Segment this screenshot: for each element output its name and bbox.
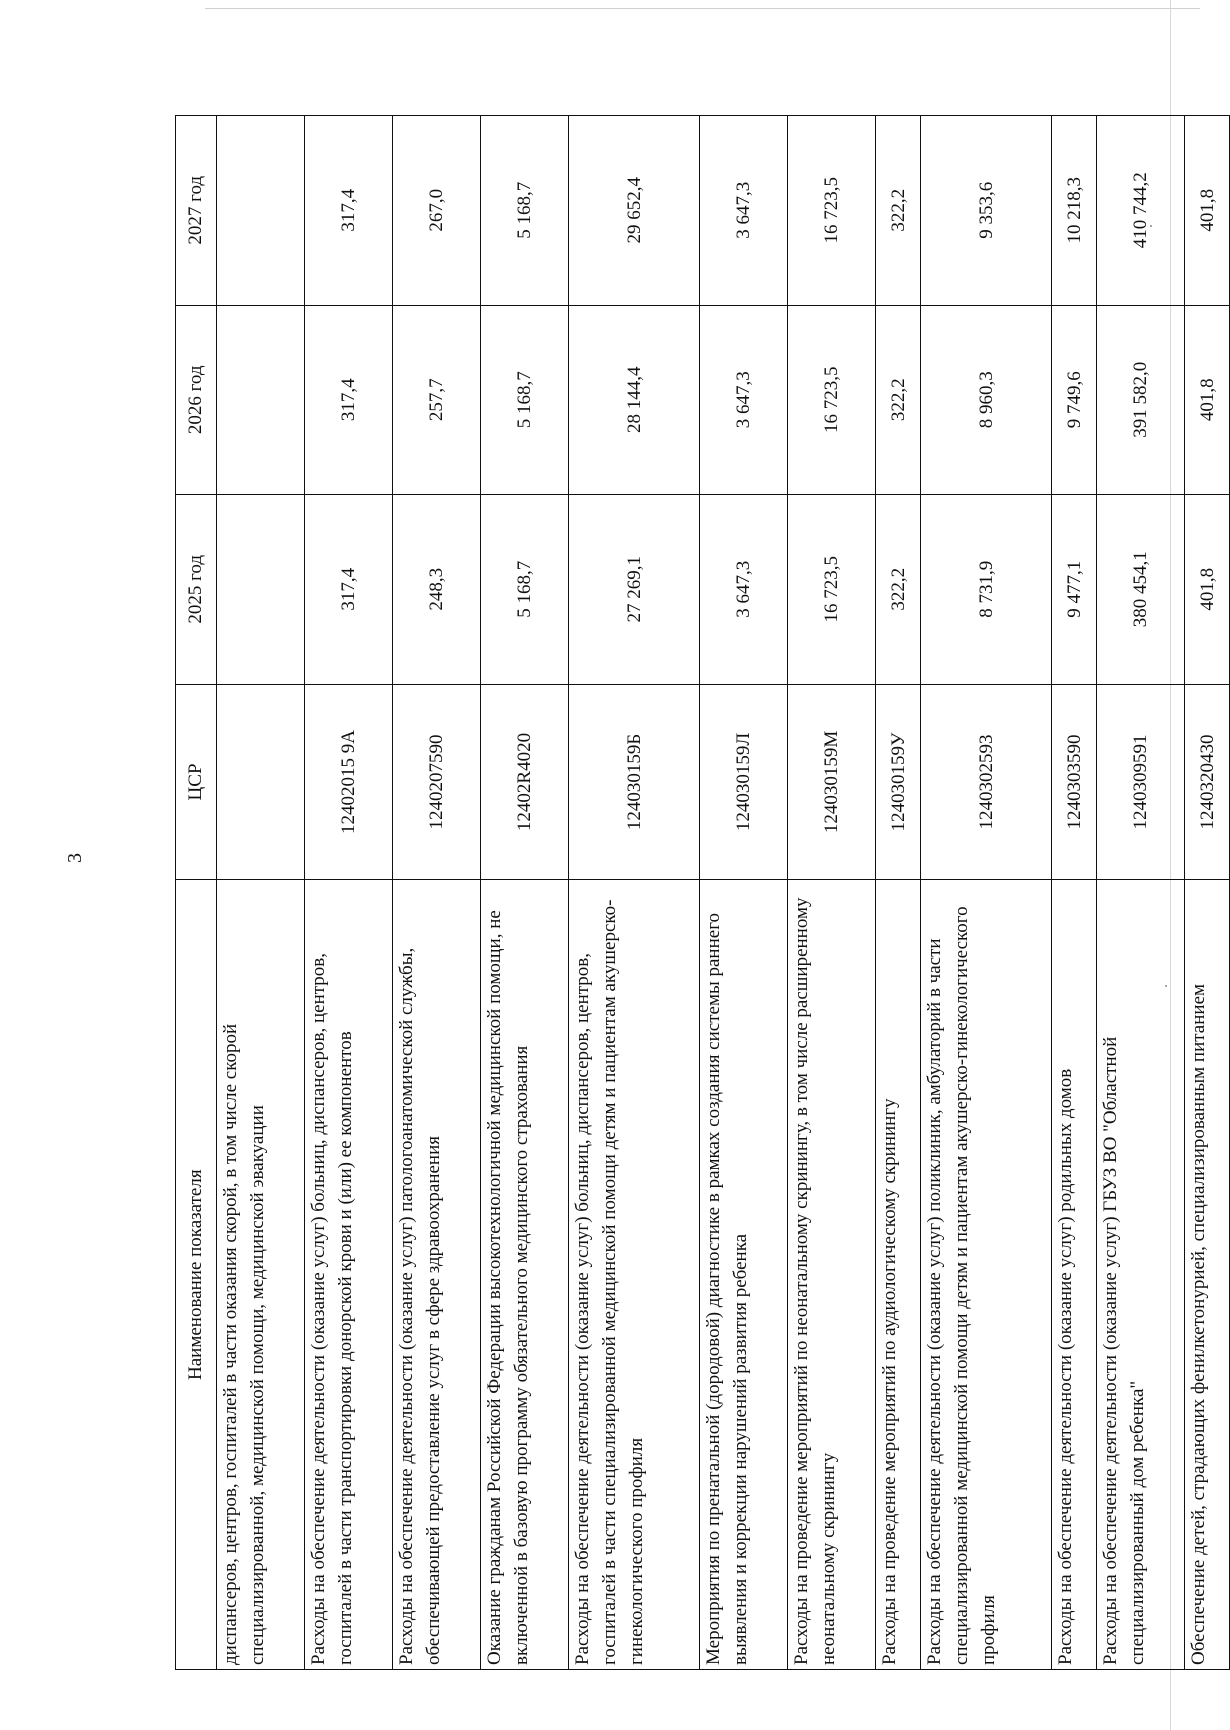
cell-2025: 317,4 xyxy=(305,495,393,685)
cell-name: диспансеров, центров, госпиталей в части оказания скорой, в том числе скорой специализированной, медицинской помощи, медицинской эвакуации xyxy=(217,880,305,1670)
cell-2026: 28 144,4 xyxy=(569,305,700,495)
cell-2025: 27 269,1 xyxy=(569,495,700,685)
cell-code: 1240302593 xyxy=(921,684,1052,880)
cell-2027: 3 647,3 xyxy=(700,116,788,306)
table-row xyxy=(569,116,700,1670)
cell-2025: 5 168,7 xyxy=(481,495,569,685)
cell-code: 1240303590 xyxy=(1052,684,1097,880)
cell-2025: 16 723,5 xyxy=(788,495,876,685)
cell-name: Расходы на обеспечение деятельности (оказание услуг) больниц, диспансеров, центров, госпиталей в части специализированной медицинской помощи детям и пациентам акушерско-гинекологического профиля xyxy=(569,880,700,1670)
cell-code: 1240207590 xyxy=(393,684,481,880)
cell-2025: 322,2 xyxy=(876,495,921,685)
cell-code xyxy=(217,684,305,880)
cell-name: Расходы на обеспечение деятельности (оказание услуг) патологоанатомической службы, обеспечивающей предоставление услуг в сфере здравоохранения xyxy=(393,880,481,1670)
header-code: ЦСР xyxy=(176,684,217,880)
cell-2027: 267,0 xyxy=(393,116,481,306)
cell-name: Расходы на обеспечение деятельности (оказание услуг) родильных домов xyxy=(1052,880,1097,1670)
cell-2027 xyxy=(217,116,305,306)
cell-2026: 257,7 xyxy=(393,305,481,495)
cell-2026: 8 960,3 xyxy=(921,305,1052,495)
cell-2025: 401,8 xyxy=(1185,495,1230,685)
cell-2027: 29 652,4 xyxy=(569,116,700,306)
cell-2027: 16 723,5 xyxy=(788,116,876,306)
cell-name: Расходы на обеспечение деятельности (оказание услуг) поликлиник, амбулаторий в части специализированной медицинской помощи детям и пациентам акушерско-гинекологического профиля xyxy=(921,880,1052,1670)
table-row xyxy=(217,116,305,1670)
cell-2026: 401,8 xyxy=(1185,305,1230,495)
table-row xyxy=(1097,116,1185,1670)
cell-2027: 5 168,7 xyxy=(481,116,569,306)
scan-top-rule xyxy=(205,8,1200,9)
cell-2026: 9 749,6 xyxy=(1052,305,1097,495)
cell-code: 124030159Б xyxy=(569,684,700,880)
cell-2027: 10 218,3 xyxy=(1052,116,1097,306)
cell-2025: 9 477,1 xyxy=(1052,495,1097,685)
cell-2025: 3 647,3 xyxy=(700,495,788,685)
table-row xyxy=(1052,116,1097,1670)
cell-2027: 317,4 xyxy=(305,116,393,306)
table-row xyxy=(305,116,393,1670)
cell-2027: 322,2 xyxy=(876,116,921,306)
cell-2027: 401,8 xyxy=(1185,116,1230,306)
cell-name: Оказание гражданам Российской Федерации высокотехнологичной медицинской помощи, не включенной в базовую программу обязательного медицинского страхования xyxy=(481,880,569,1670)
cell-name: Обеспечение детей, страдающих фенилкетонурией, специализированным питанием xyxy=(1185,880,1230,1670)
cell-2025 xyxy=(217,495,305,685)
cell-name: Мероприятия по пренатальной (дородовой) диагностике в рамках создания системы раннего выявления и коррекции нарушений развития ребенка xyxy=(700,880,788,1670)
cell-code: 12402R4020 xyxy=(481,684,569,880)
table-row xyxy=(921,116,1052,1670)
cell-code: 1240320430 xyxy=(1185,684,1230,880)
cell-2026: 322,2 xyxy=(876,305,921,495)
cell-name: Расходы на проведение мероприятий по неонатальному скринингу, в том числе расширенному неонатальному скринингу xyxy=(788,880,876,1670)
table-header-row xyxy=(176,116,217,1670)
header-name: Наименование показателя xyxy=(176,880,217,1670)
cell-code: 12402015 9А xyxy=(305,684,393,880)
table-row xyxy=(700,116,788,1670)
header-2025: 2025 год xyxy=(176,495,217,685)
cell-2025: 248,3 xyxy=(393,495,481,685)
cell-2027: 410 744,2 xyxy=(1097,116,1185,306)
cell-code: 124030159Л xyxy=(700,684,788,880)
cell-2026: 5 168,7 xyxy=(481,305,569,495)
cell-2027: 9 353,6 xyxy=(921,116,1052,306)
cell-name: Расходы на проведение мероприятий по аудиологическому скринингу xyxy=(876,880,921,1670)
cell-2025: 8 731,9 xyxy=(921,495,1052,685)
cell-code: 124030159М xyxy=(788,684,876,880)
cell-2026: 317,4 xyxy=(305,305,393,495)
table-row xyxy=(876,116,921,1670)
cell-name: Расходы на обеспечение деятельности (оказание услуг) больниц, диспансеров, центров, госпиталей в части транспортировки донорской крови и (или) ее компонентов xyxy=(305,880,393,1670)
cell-2026: 391 582,0 xyxy=(1097,305,1185,495)
header-2027: 2027 год xyxy=(176,116,217,306)
cell-code: 124030159У xyxy=(876,684,921,880)
cell-2025: 380 454,1 xyxy=(1097,495,1185,685)
budget-table xyxy=(175,115,1230,1670)
cell-2026: 16 723,5 xyxy=(788,305,876,495)
table-row xyxy=(1185,116,1230,1670)
page-number: 3 xyxy=(64,853,86,863)
cell-name: Расходы на обеспечение деятельности (оказание услуг) ГБУЗ ВО "Областной специализированный дом ребенка" xyxy=(1097,880,1185,1670)
table-row xyxy=(481,116,569,1670)
cell-2026 xyxy=(217,305,305,495)
budget-table-wrapper xyxy=(175,115,1230,1670)
cell-code: 1240309591 xyxy=(1097,684,1185,880)
header-2026: 2026 год xyxy=(176,305,217,495)
table-row xyxy=(788,116,876,1670)
table-row xyxy=(393,116,481,1670)
cell-2026: 3 647,3 xyxy=(700,305,788,495)
